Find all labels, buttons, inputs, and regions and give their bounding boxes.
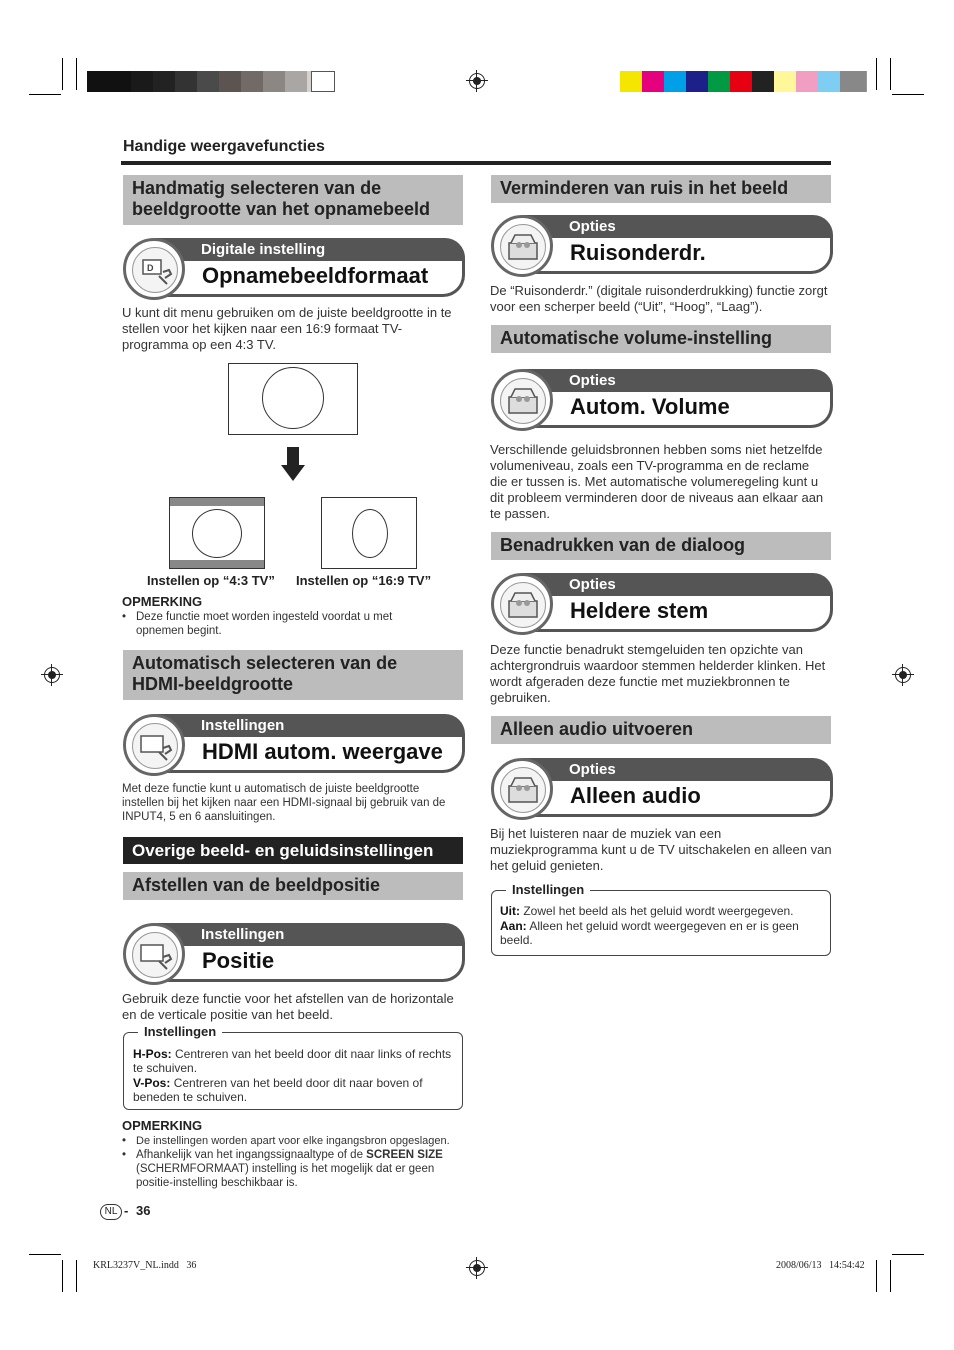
feature-title: Alleen audio [523,781,833,817]
heading-audio-only: Alleen audio uitvoeren [491,716,831,744]
note-text: Deze functie moet worden ingesteld voordat u met opnemen begint. [136,611,393,637]
option-label: Uit: [500,904,520,918]
option-uit [500,904,825,918]
menu-pill-ruisonderdr[interactable] [491,215,833,277]
option-label: V-Pos: [133,1076,171,1090]
registration-mark-icon [469,1260,485,1276]
box-title: Instellingen [138,1024,222,1039]
body-text: U kunt dit menu gebruiken om de juiste beeldgrootte in te stellen voor het kijken naar een 16:9 formaat TV-programma op een 4:3 TV. [122,305,452,352]
circle-shape [192,509,242,558]
heading-manual-size: Handmatig selecteren van de beeldgrootte van het opnamebeeld [123,175,463,225]
note-keyword: SCREEN SIZE [366,1149,443,1161]
heading-hdmi-size: Automatisch selecteren van de HDMI-beeldgrootte [123,650,463,700]
crop-mark [76,1260,77,1292]
menu-path: Digitale instelling [155,238,465,261]
option-text: Alleen het geluid wordt weergegeven en er is geen beeld. [500,919,799,947]
file-info: KRL3237V_NL.indd 36 [93,1260,197,1271]
registration-mark-icon [44,667,60,683]
header-rule [121,161,831,165]
menu-pill-opnamebeeldformaat[interactable] [123,238,465,300]
page-number-dash: - [124,1203,129,1218]
page-number: 36 [136,1203,151,1218]
body-text: Deze functie benadrukt stemgeluiden ten opzichte van achtergrondruis waardoor stemmen helderder klinken. Het wordt afgeraden deze functie met muziekbronnen te gebruiken. [490,642,826,705]
settings-tools-icon [123,923,185,985]
timestamp: 2008/06/13 14:54:42 [776,1260,865,1271]
toolbox-icon [491,215,553,277]
feature-title: Opnamebeeldformaat [155,261,465,297]
source-frame-16x9 [228,363,358,435]
crop-mark [892,1254,924,1255]
note-title: OPMERKING [122,594,203,609]
toolbox-icon [491,758,553,820]
body-text: Bij het luisteren naar de muziek van een muziekprogramma kunt u de TV uitschakelen en alleen van het geluid genieten. [490,826,832,873]
menu-pill-alleen-audio[interactable] [491,758,833,820]
menu-path: Opties [523,758,833,781]
section-title: Handige weergavefuncties [123,138,325,155]
note-item: • Deze functie moet worden ingesteld voordat u met opnemen begint. [122,610,442,638]
crop-mark [76,58,77,90]
arrow-down-icon [281,447,305,483]
crop-mark [890,1260,891,1292]
ellipse-shape [352,509,388,558]
crop-mark [62,1260,63,1292]
body-text: Met deze functie kunt u automatisch de juiste beeldgrootte instellen bij het kijken naar een HDMI-signaal bij gebruik van de INPUT4, 5 en 6 aansluitingen. [122,783,446,823]
note-text: (SCHERMFORMAAT) instelling is het mogelijk dat er geen positie-instelling beschikbaar is. [136,1163,435,1189]
registration-mark-icon [469,73,485,89]
crop-mark [890,58,891,90]
body-text: De “Ruisonderdr.” (digitale ruisonderdrukking) functie zorgt voor een scherper beeld (“Uit”, “Hoog”, “Laag”). [490,283,828,314]
menu-path: Instellingen [155,923,465,946]
menu-pill-heldere-stem[interactable] [491,573,833,635]
heading-other-settings: Overige beeld- en geluidsinstellingen [123,837,463,864]
digital-settings-icon [123,238,185,300]
feature-title: HDMI autom. weergave [155,737,465,773]
svg-text:D: D [147,263,154,273]
menu-path: Opties [523,369,833,392]
toolbox-icon [491,369,553,431]
menu-pill-positie[interactable] [123,923,465,985]
heading-dialogue: Benadrukken van de dialoog [491,532,831,560]
body-text: Verschillende geluidsbronnen hebben soms niet hetzelfde volumeniveau, zoals een TV-programma en de reclame die er tussen is. Met automatische volumeregeling kunt u dit probleem verminderen door de niveaus aan elkaar aan te passen. [490,442,824,521]
caption-169: Instellen op “16:9 TV” [296,573,432,588]
caption-43: Instellen op “4:3 TV” [147,573,275,588]
heading-noise: Verminderen van ruis in het beeld [491,175,831,203]
option-aan [500,919,820,947]
option-text: Centreren van het beeld door dit naar links of rechts te schuiven. [133,1047,452,1075]
circle-shape [262,367,324,429]
option-vpos [133,1076,453,1104]
heading-auto-volume: Automatische volume-instelling [491,325,831,353]
settings-box-audio [491,882,831,956]
heading-image-position: Afstellen van de beeldpositie [123,872,463,900]
box-title: Instellingen [506,882,590,897]
settings-box-position [123,1024,463,1110]
settings-tools-icon [123,714,185,776]
option-hpos [133,1047,453,1075]
result-frame-4x3 [169,497,265,569]
crop-mark [29,94,61,95]
note-title: OPMERKING [122,1118,203,1133]
menu-pill-autom-volume[interactable] [491,369,833,431]
crop-mark [62,58,63,90]
language-badge: NL [100,1204,122,1220]
note-item: • De instellingen worden apart voor elke ingangsbron opgeslagen. [122,1134,462,1148]
crop-mark [29,1254,61,1255]
option-text: Zowel het beeld als het geluid wordt weergegeven. [523,904,794,918]
menu-path: Opties [523,573,833,596]
toolbox-icon [491,573,553,635]
feature-title: Heldere stem [523,596,833,632]
registration-mark-icon [895,667,911,683]
menu-path: Opties [523,215,833,238]
feature-title: Ruisonderdr. [523,238,833,274]
menu-path: Instellingen [155,714,465,737]
crop-mark [876,58,877,90]
option-label: H-Pos: [133,1047,172,1061]
body-text: Gebruik deze functie voor het afstellen van de horizontale en de verticale positie van het beeld. [122,991,454,1022]
feature-title: Positie [155,946,465,982]
note-item: • Afhankelijk van het ingangssignaaltype of de SCREEN SIZE (SCHERMFORMAAT) instelling is het mogelijk dat er geen positie-instelling beschikbaar is. [122,1149,443,1189]
option-label: Aan: [500,919,527,933]
crop-mark [876,1260,877,1292]
note-text: De instellingen worden apart voor elke ingangsbron opgeslagen. [136,1135,450,1147]
menu-pill-hdmi[interactable] [123,714,465,776]
option-text: Centreren van het beeld door dit naar boven of beneden te schuiven. [133,1076,423,1104]
result-frame-16x9 [321,497,417,569]
crop-mark [892,94,924,95]
feature-title: Autom. Volume [523,392,833,428]
note-text: Afhankelijk van het ingangssignaaltype of de [136,1149,367,1161]
